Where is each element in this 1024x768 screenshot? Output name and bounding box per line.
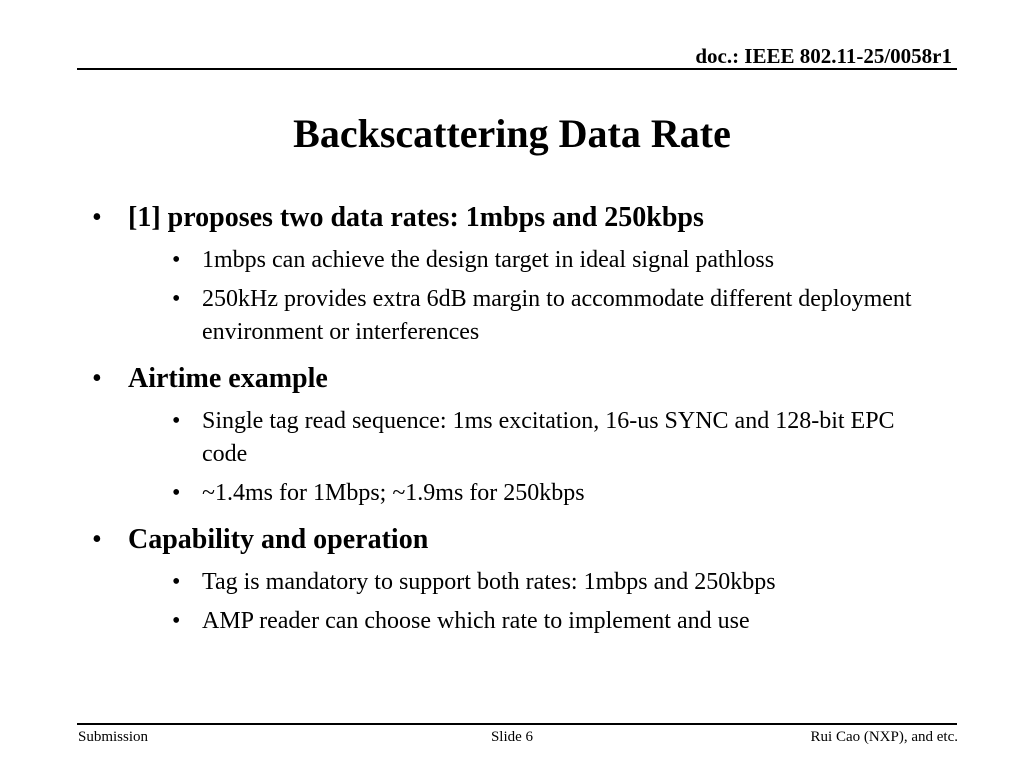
sub-bullet-3-2-text: AMP reader can choose which rate to implement and use: [202, 608, 750, 634]
bullet-group-2: [92, 359, 952, 510]
bullet-2-text: Airtime example: [128, 363, 328, 394]
footer-submission: Submission: [78, 729, 149, 745]
bullet-group-1: [92, 198, 952, 349]
document-id: doc.: IEEE 802.11-25/0058r1: [695, 44, 952, 68]
sub-bullet-icon: •: [172, 569, 181, 595]
sub-bullet-3-1-text: Tag is mandatory to support both rates: 1mbps and 250kbps: [202, 569, 776, 595]
bullet-icon: •: [92, 524, 102, 555]
slide-title: Backscattering Data Rate: [293, 111, 731, 156]
footer-author: Rui Cao (NXP), and etc.: [810, 729, 958, 745]
sub-bullet-icon: •: [172, 286, 181, 312]
sub-bullet-icon: •: [172, 408, 181, 434]
sub-bullet-icon: •: [172, 480, 181, 506]
bullet-icon: •: [92, 363, 102, 394]
slide-body: [92, 196, 952, 648]
bullet-1-text: [1] proposes two data rates: 1mbps and 250kbps: [128, 202, 704, 233]
sub-bullet-1-1-text: 1mbps can achieve the design target in ideal signal pathloss: [202, 247, 775, 273]
sub-bullet-2-2: [172, 477, 942, 510]
bullet-icon: •: [92, 202, 102, 233]
bullet-3: [92, 520, 952, 560]
bullet-1: [92, 198, 952, 238]
bullet-2: [92, 359, 952, 399]
sub-bullet-2-1-text: Single tag read sequence: 1ms excitation, 16-us SYNC and 128-bit EPC code: [202, 408, 895, 467]
sub-bullet-2-1: [172, 405, 942, 471]
sub-bullet-icon: •: [172, 247, 181, 273]
sub-bullet-3-1: [172, 566, 942, 599]
sub-bullet-1-2: [172, 283, 942, 349]
sub-bullet-3-2: [172, 605, 942, 638]
footer-slide-number: Slide 6: [490, 729, 534, 745]
footer-rule: [77, 723, 957, 725]
sub-bullet-2-2-text: ~1.4ms for 1Mbps; ~1.9ms for 250kbps: [202, 480, 585, 506]
sub-bullet-icon: •: [172, 608, 181, 634]
sub-bullet-1-2-text: 250kHz provides extra 6dB margin to accommodate different deployment environment or interferences: [202, 286, 912, 345]
bullet-group-3: [92, 520, 952, 638]
bullet-3-text: Capability and operation: [128, 524, 429, 555]
sub-bullet-1-1: [172, 244, 942, 277]
header-rule: [77, 68, 957, 70]
